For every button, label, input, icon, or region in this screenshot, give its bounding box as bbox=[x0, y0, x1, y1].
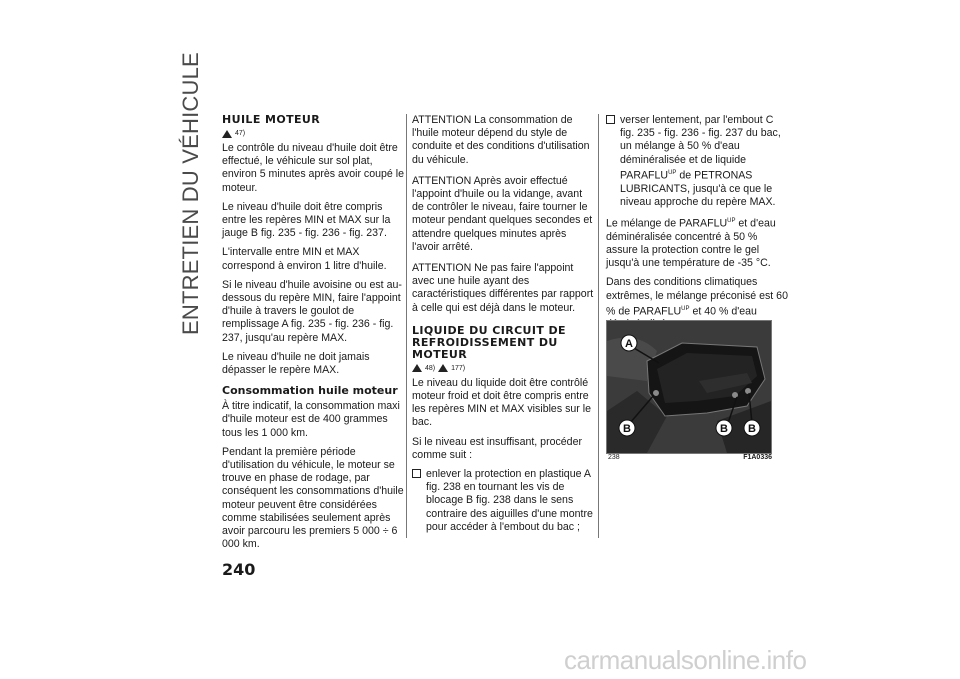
column-divider bbox=[406, 114, 407, 538]
text: et d'eau déminéralisée concentré à 50 % assure la protection contre le gel jusqu'à une température de -35 °C. bbox=[606, 217, 776, 270]
list-item-text: de PETRONAS LUBRICANTS, jusqu'à ce que le niveau approche du repère MAX. bbox=[620, 169, 776, 208]
paragraph: À titre indicatif, la consommation maxi d'huile moteur est de 400 grammes tous les 1 000 km. bbox=[222, 400, 400, 439]
checkbox-bullet-icon bbox=[412, 469, 421, 478]
callout-label-b: B bbox=[720, 423, 728, 435]
superscript: UP bbox=[727, 217, 736, 224]
list-item-text: enlever la protection en plastique A fig. 238 en tournant les vis de blocage B fig. 238 dans le sens contraire des aiguilles d'une montre pour accéder à l'embout du bac ; bbox=[426, 468, 593, 533]
page-number: 240 bbox=[222, 560, 256, 579]
list-item bbox=[412, 468, 594, 534]
paragraph: ATTENTION Après avoir effectué l'appoint d'huile ou la vidange, avant de contrôler le niveau, faire tourner le moteur pendant quelques secondes et attendre quelques minutes après l'avoir arrêté. bbox=[412, 174, 593, 253]
warning-ref-number: 47) bbox=[235, 129, 246, 137]
figure-code: F1A0336 bbox=[743, 454, 772, 461]
engine-photo-illustration bbox=[607, 321, 771, 453]
warning-icon bbox=[222, 130, 232, 138]
column-1 bbox=[222, 114, 404, 557]
callout-label-b: B bbox=[748, 423, 756, 435]
paragraph: Le niveau d'huile ne doit jamais dépasser le repère MAX. bbox=[222, 350, 370, 377]
paragraph: Si le niveau est insuffisant, procéder comme suit : bbox=[412, 435, 582, 461]
figure-number: 238 bbox=[608, 454, 620, 461]
heading-huile-moteur: HUILE MOTEUR bbox=[222, 113, 321, 126]
figure-engine-cover bbox=[606, 320, 772, 454]
paragraph: Le niveau du liquide doit être contrôlé moteur froid et doit être compris entre les repères MIN et MAX visibles sur le bac. bbox=[412, 376, 591, 429]
checkbox-bullet-icon bbox=[606, 115, 615, 124]
warning-ref-number: 177) bbox=[451, 364, 466, 372]
paragraph: Le contrôle du niveau d'huile doit être effectué, le véhicule sur sol plat, environ 5 minutes après avoir coupé le moteur. bbox=[222, 142, 404, 194]
paragraph: Pendant la première période d'utilisation du véhicule, le moteur se trouve en phase de rodage, par conséquent les consommations d'huile moteur peuvent être considérées comme stabilisées seulement après avoir parcouru les premiers 5 000 ÷ 6 000 km. bbox=[222, 445, 404, 551]
subheading-consommation: Consommation huile moteur bbox=[222, 384, 398, 398]
text: et 40 % d'eau bbox=[692, 305, 757, 318]
column-2 bbox=[412, 114, 594, 540]
side-section-title bbox=[170, 52, 216, 339]
text: Dans des conditions climatiques extrêmes, le mélange préconisé est 60 % de PARAFLU bbox=[606, 276, 788, 318]
watermark: carmanualsonline.info bbox=[564, 645, 807, 675]
superscript: UP bbox=[681, 305, 690, 312]
superscript: UP bbox=[668, 169, 677, 176]
paragraph: L'intervalle entre MIN et MAX correspond à environ 1 litre d'huile. bbox=[222, 246, 387, 272]
callout-label-b: B bbox=[623, 423, 631, 435]
heading-liquide-refroidissement: LIQUIDE DU CIRCUIT DE REFROIDISSEMENT DU MOTEUR bbox=[412, 323, 566, 361]
column-3 bbox=[606, 114, 788, 338]
warning-ref-number: 48) bbox=[425, 364, 436, 372]
figure-caption bbox=[606, 453, 772, 467]
paragraph: ATTENTION Ne pas faire l'appoint avec une huile ayant des caractéristiques différentes par rapport à celle qui est déjà dans le moteur. bbox=[412, 262, 594, 314]
text: Le mélange de PARAFLU bbox=[606, 217, 728, 230]
warning-ref bbox=[222, 128, 404, 139]
warning-icon bbox=[438, 364, 448, 372]
paragraph: Le niveau d'huile doit être compris entre les repères MIN et MAX sur la jauge B fig. 235 - fig. 236 - fig. 237. bbox=[222, 200, 391, 240]
warning-icon bbox=[412, 364, 422, 372]
warning-ref bbox=[412, 363, 594, 374]
list-item-text: verser lentement, par l'embout C fig. 235 - fig. 236 - fig. 237 du bac, un mélange à 50 % d'eau déminéralisée et de liquide PARAFLU bbox=[620, 114, 781, 182]
callout-label-a: A bbox=[625, 338, 633, 350]
paragraph: ATTENTION La consommation de l'huile moteur dépend du style de conduite et des conditions d'utilisation du véhicule. bbox=[412, 114, 590, 166]
column-divider bbox=[598, 114, 599, 538]
list-item bbox=[606, 114, 788, 209]
side-section-title-text: ENTRETIEN DU VÉHICULE bbox=[178, 52, 203, 335]
paragraph: Si le niveau d'huile avoisine ou est au-dessous du repère MIN, faire l'appoint d'huile à travers le goulot de remplissage A fig. 235 - fig. 236 - fig. 237, jusqu'au repère MAX. bbox=[222, 278, 402, 344]
paragraph bbox=[606, 215, 788, 270]
